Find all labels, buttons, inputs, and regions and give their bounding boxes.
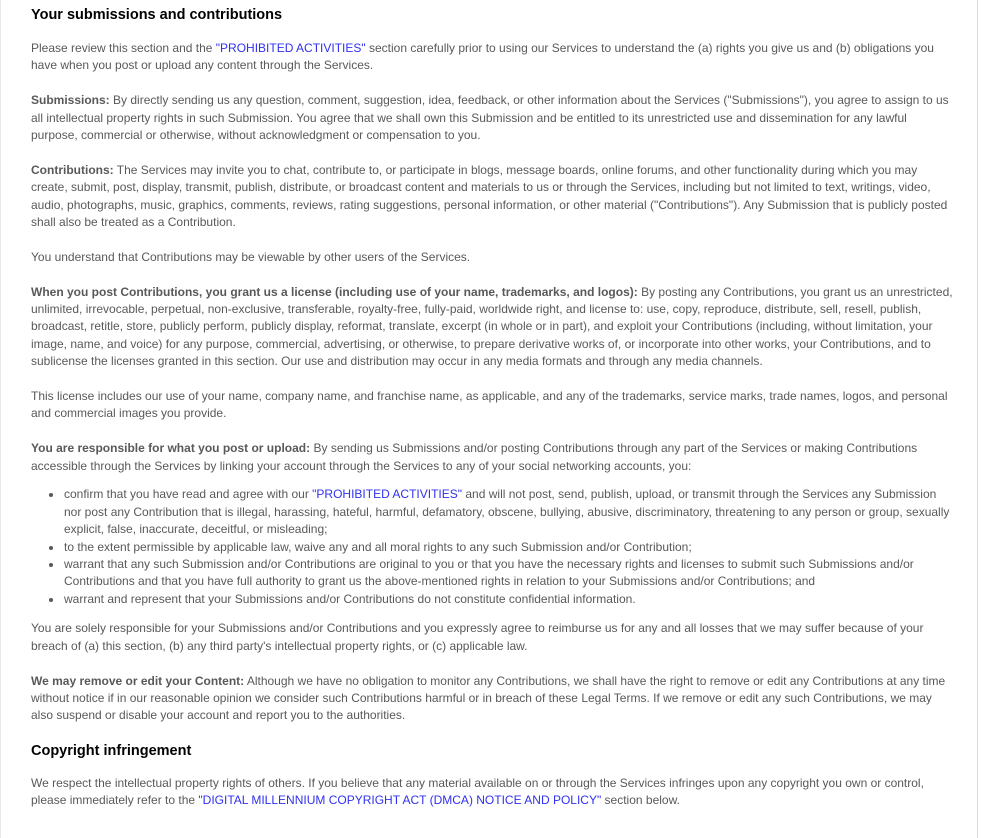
list-item: [64, 486, 955, 538]
submissions-label: Submissions:: [31, 93, 110, 108]
list-item-text: confirm that you have read and agree with our: [64, 487, 313, 502]
remove-edit-paragraph: [31, 673, 955, 725]
prohibited-activities-link-2[interactable]: "PROHIBITED ACTIVITIES": [312, 487, 463, 502]
intro-text: Please review this section and the: [31, 41, 216, 55]
copyright-text: We respect the intellectual property rights of others. If you believe that any material available on or through the Services infringes upon any copyright you own or control, please immediately refer to the: [31, 775, 924, 808]
submissions-paragraph: [31, 92, 955, 144]
list-item-text: warrant and represent that your Submissions and/or Contributions do not constitute confidential information.: [64, 591, 636, 606]
prohibited-activities-link[interactable]: "PROHIBITED ACTIVITIES": [215, 41, 366, 55]
license-paragraph: [31, 284, 955, 371]
license-label: When you post Contributions, you grant us a license (including use of your name, trademarks, and logos):: [31, 284, 638, 299]
submissions-text: By directly sending us any question, comment, suggestion, idea, feedback, or other information about the Services ("Submissions"), you agree to assign to us all intellectual property rights in such Submission. You agree that we shall own this Submission and be entitled to its unrestricted use and dissemination for any lawful purpose, commercial or otherwise, without acknowledgment or compensation to you.: [31, 93, 949, 143]
bullet-icon: [49, 598, 53, 602]
list-item: [64, 556, 955, 591]
bullet-icon: [49, 546, 53, 550]
solely-responsible-paragraph: You are solely responsible for your Submissions and/or Contributions and you expressly agree to reimburse us for any and all losses that we may suffer because of your breach of (a) this section, (b) any third party's intellectual property rights, or (c) applicable law.: [31, 621, 924, 653]
remove-text: Although we have no obligation to monitor any Contributions, we shall have the right to remove or edit any Contributions at any time without notice if in our reasonable opinion we consider such Contributions harmful or in breach of these Legal Terms. If we remove or edit any such Contributions, we may also suspend or disable your account and report you to the authorities.: [31, 673, 946, 723]
obligations-list: [31, 486, 955, 608]
list-item-text-end: and will not post, send, publish, upload, or transmit through the Services any Submission nor post any Contribution that is illegal, harassing, hateful, harmful, defamatory, obscene, bullying, abusive, discriminatory, threatening to any person or group, sexually explicit, false, inaccurate, deceitful, or misleading;: [64, 487, 950, 537]
section-heading-submissions: Your submissions and contributions: [31, 7, 283, 23]
legal-content: [31, 0, 955, 827]
contributions-label: Contributions:: [31, 162, 114, 177]
responsible-label: You are responsible for what you post or upload:: [31, 441, 311, 456]
license-includes-paragraph: This license includes our use of your name, company name, and franchise name, as applicable, and any of the trademarks, service marks, trade names, logos, and personal and commercial images you provide.: [31, 389, 948, 421]
list-item: [64, 539, 955, 556]
contributions-paragraph: [31, 162, 955, 232]
intro-text-end: section carefully prior to using our Services to understand the (a) rights you give us and (b) obligations you have when you post or upload any content through the Services.: [31, 41, 934, 73]
dmca-policy-link[interactable]: "DIGITAL MILLENNIUM COPYRIGHT ACT (DMCA) NOTICE AND POLICY": [198, 793, 602, 808]
contributions-text: The Services may invite you to chat, contribute to, or participate in blogs, message boards, online forums, and other functionality during which you may create, submit, post, display, transmit, publish, distribute, or broadcast content and materials to us or through the Services, including but not limited to text, writings, video, audio, photographs, music, graphics, comments, reviews, rating suggestions, personal information, or other material ("Contributions"). Any Submission that is publicly posted shall also be treated as a Contribution.: [31, 162, 948, 230]
bullet-icon: [49, 493, 53, 497]
copyright-paragraph: [31, 775, 955, 810]
license-text: By posting any Contributions, you grant us an unrestricted, unlimited, irrevocable, perpetual, non-exclusive, transferable, royalty-free, fully-paid, worldwide right, and license to: use, copy, reproduce, distribute, sell, resell, publish, broadcast, retitle, store, publicly perform, publicly display, reformat, translate, excerpt (in whole or in part), and exploit your Contributions (including, without limitation, your image, name, and voice) for any purpose, commercial, advertising, or otherwise, to prepare derivative works of, or incorporate into other works, your Contributions, and to sublicense the licenses granted in this section. Our use and distribution may occur in any media formats and through any media channels.: [31, 284, 953, 369]
section-heading-copyright: Copyright infringement: [31, 742, 192, 759]
responsible-text: By sending us Submissions and/or posting Contributions through any part of the Services or making Contributions accessible through the Services by linking your account through the Services to any of your social networking accounts, you:: [31, 441, 918, 473]
viewable-paragraph: You understand that Contributions may be viewable by other users of the Services.: [31, 249, 471, 264]
list-item: [64, 591, 955, 608]
list-item-text: warrant that any such Submission and/or Contributions are original to you or that you have the necessary rights and licenses to submit such Submissions and/or Contributions and that you have full authority to grant us the above-mentioned rights in relation to your Submissions and/or Contributions; and: [64, 557, 914, 589]
responsible-paragraph: [31, 440, 955, 475]
list-item-text: to the extent permissible by applicable law, waive any and all moral rights to any such Submission and/or Contribution;: [64, 539, 692, 554]
remove-label: We may remove or edit your Content:: [31, 673, 245, 688]
bullet-icon: [49, 563, 53, 567]
copyright-text-end: section below.: [601, 793, 680, 808]
intro-paragraph: [31, 40, 955, 75]
